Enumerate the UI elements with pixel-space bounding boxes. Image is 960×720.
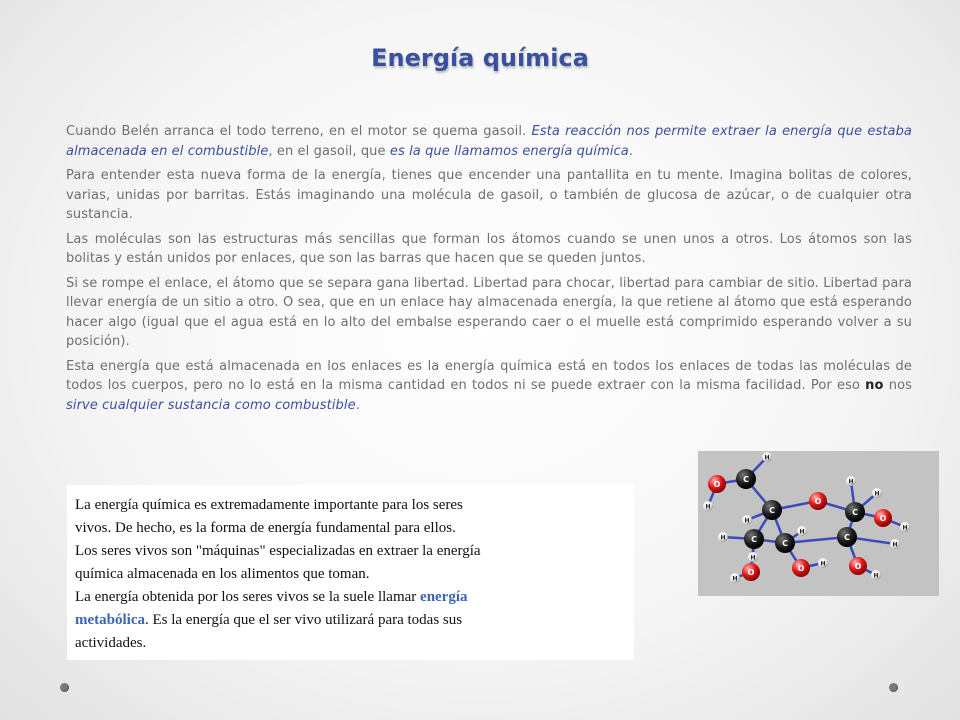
- molecule-atoms: [703, 452, 910, 583]
- svg-text:O: O: [814, 497, 822, 506]
- hydrogen-atom: [900, 522, 910, 532]
- svg-text:H: H: [848, 478, 854, 486]
- paragraph-2: Para entender esta nueva forma de la energía, tienes que encender una pantallita en tu mente. Imagina bolitas de colores, varias, unidas por barritas. Estás imaginando una molécula de gasoil, o también de glucosa de azúcar, o de cualquier otra sustancia.: [66, 168, 912, 222]
- p5-bold-no: no: [865, 378, 884, 393]
- info-line-2: vivos. De hecho, es la forma de energía fundamental para ellos.: [75, 520, 456, 536]
- carbon-atom: [837, 527, 857, 547]
- svg-text:H: H: [744, 517, 750, 525]
- svg-text:H: H: [750, 554, 756, 562]
- nav-dot-right: [889, 683, 898, 692]
- svg-text:C: C: [769, 506, 775, 515]
- svg-text:H: H: [732, 575, 738, 583]
- info-line-3: Los seres vivos son "máquinas" especializadas en extraer la energía: [75, 543, 481, 559]
- oxygen-atom: [742, 563, 760, 581]
- oxygen-atom: [708, 475, 726, 493]
- svg-text:H: H: [720, 534, 726, 542]
- info-line-5-text: La energía obtenida por los seres vivos se la suele llamar: [75, 589, 421, 605]
- hydrogen-atom: [730, 573, 740, 583]
- carbon-atom: [744, 529, 764, 549]
- info-line-1: La energía química es extremadamente importante para los seres: [75, 497, 463, 513]
- carbon-atom: [845, 502, 865, 522]
- carbon-atom: [736, 469, 756, 489]
- info-line-6: [75, 609, 630, 632]
- svg-text:O: O: [879, 514, 887, 523]
- molecule-image: [698, 451, 939, 596]
- p5-emphasis: sirve cualquier sustancia como combustible: [66, 397, 356, 413]
- p1-emphasis-b: es la que llamamos energía química: [389, 143, 629, 159]
- svg-text:H: H: [705, 503, 711, 511]
- hydrogen-atom: [872, 488, 882, 498]
- metabolic-term-b: metabólica: [75, 612, 145, 628]
- svg-text:O: O: [854, 562, 862, 571]
- hydrogen-atom: [703, 501, 713, 511]
- svg-text:C: C: [844, 533, 850, 542]
- carbon-atom: [762, 500, 782, 520]
- svg-text:O: O: [797, 564, 805, 573]
- info-line-4: química almacenada en los alimentos que toman.: [75, 566, 370, 582]
- oxygen-atom: [849, 557, 867, 575]
- molecule-model: [698, 451, 939, 596]
- info-line-5: [75, 586, 630, 609]
- svg-text:H: H: [764, 454, 770, 462]
- info-box-text: [75, 494, 630, 655]
- hydrogen-atom: [748, 552, 758, 562]
- svg-text:H: H: [873, 572, 879, 580]
- nav-dot-left: [60, 683, 69, 692]
- paragraph-1: [66, 122, 912, 161]
- info-box: [67, 485, 634, 660]
- p1-emphasis-a: Esta reacción nos permite extraer la energía que estaba almacenada en el combustible: [66, 124, 913, 159]
- hydrogen-atom: [718, 532, 728, 542]
- svg-text:H: H: [902, 524, 908, 532]
- carbon-atom: [775, 533, 795, 553]
- oxygen-atom: [874, 509, 892, 527]
- paragraph-5: [66, 357, 912, 416]
- hydrogen-atom: [742, 515, 752, 525]
- svg-text:H: H: [892, 541, 898, 549]
- hydrogen-atom: [871, 570, 881, 580]
- p1-text-b: , en el gasoil, que: [268, 143, 390, 159]
- p5-text-a: Esta energía que está almacenada en los enlaces es la energía química está en todos los enlaces de todas las moléculas de todos los cuerpos, pero no lo está en la misma cantidad en todos ni se puede extraer con la misma facilidad. Por eso: [66, 358, 912, 393]
- p5-text-c: .: [355, 397, 360, 413]
- svg-text:C: C: [743, 475, 749, 484]
- hydrogen-atom: [762, 452, 772, 462]
- paragraph-4: Si se rompe el enlace, el átomo que se separa gana libertad. Libertad para chocar, libertad para cambiar de sitio. Libertad para llevar energía de un sitio a otro. O sea, que en un enlace hay almacenada energía, la que retiene al átomo que está esperando hacer algo (igual que el agua está en lo alto del embalse esperando caer o el muelle está comprimido esperando volver a su posición).: [66, 275, 912, 349]
- svg-text:O: O: [747, 568, 755, 577]
- paragraph-3: Las moléculas son las estructuras más sencillas que forman los átomos cuando se unen unos a otros. Los átomos son las bolitas y están unidos por enlaces, que son las barras que hacen que se queden juntos.: [66, 231, 912, 266]
- slide-title: Energía química: [371, 44, 589, 72]
- hydrogen-atom: [846, 476, 856, 486]
- oxygen-atom: [792, 559, 810, 577]
- info-line-6-text: . Es la energía que el ser vivo utilizará para todas sus: [144, 612, 463, 628]
- p1-text-c: .: [628, 143, 634, 159]
- p1-text-a: Cuando Belén arranca el todo terreno, en el motor se quema gasoil.: [66, 124, 532, 139]
- p5-text-b: nos: [883, 378, 912, 393]
- svg-text:C: C: [751, 535, 757, 544]
- hydrogen-atom: [890, 539, 900, 549]
- svg-text:H: H: [820, 560, 826, 568]
- svg-text:C: C: [782, 539, 788, 548]
- hydrogen-atom: [818, 558, 828, 568]
- svg-text:C: C: [852, 508, 858, 517]
- svg-text:H: H: [874, 490, 880, 498]
- metabolic-term-a: energía: [420, 589, 468, 605]
- info-line-7: actividades.: [75, 635, 147, 651]
- oxygen-atom: [809, 492, 827, 510]
- hydrogen-atom: [797, 526, 807, 536]
- svg-text:H: H: [799, 528, 805, 536]
- main-text: [66, 122, 912, 420]
- svg-text:O: O: [713, 480, 721, 489]
